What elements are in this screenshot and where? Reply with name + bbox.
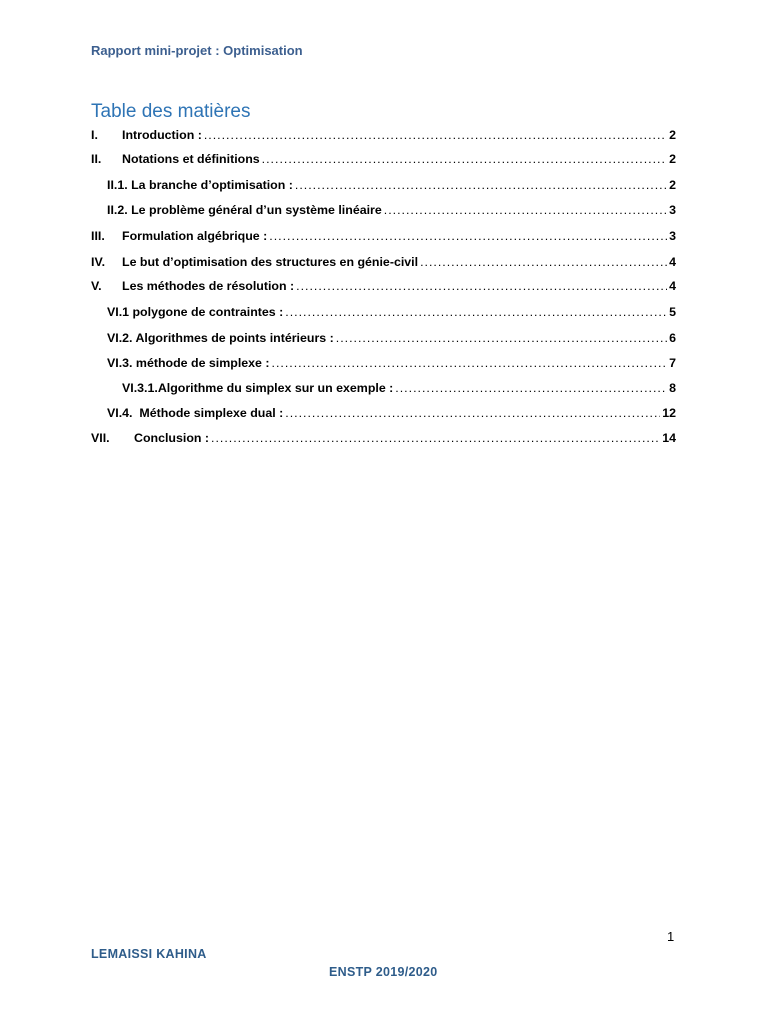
toc-entry-label: II.1. La branche d’optimisation : [107, 178, 293, 192]
toc-dot-leader [285, 406, 660, 420]
toc-dot-leader [295, 178, 667, 192]
toc-dot-leader [420, 255, 667, 269]
toc-entry-page: 5 [669, 305, 676, 319]
footer-author: LEMAISSI KAHINA [91, 947, 207, 961]
toc-entry-page: 3 [669, 229, 676, 243]
toc-dot-leader [296, 279, 667, 293]
toc-entry-conclusion[interactable] [91, 431, 676, 451]
toc-entry-methodes-resolution[interactable] [91, 279, 676, 299]
toc-entry-page: 12 [662, 406, 676, 420]
toc-dot-leader [262, 152, 667, 166]
toc-entry-simplexe-dual[interactable] [107, 406, 676, 426]
toc-dot-leader [285, 305, 667, 319]
toc-dot-leader [272, 356, 668, 370]
page-number: 1 [667, 929, 675, 944]
toc-entry-formulation[interactable] [91, 229, 676, 249]
toc-entry-label: VI.2. Algorithmes de points intérieurs : [107, 331, 334, 345]
footer-institution: ENSTP 2019/2020 [329, 965, 438, 979]
toc-dot-leader [211, 431, 660, 445]
toc-entry-methode-simplexe[interactable] [107, 356, 676, 376]
toc-entry-page: 6 [669, 331, 676, 345]
toc-entry-page: 4 [669, 279, 676, 293]
toc-dot-leader [336, 331, 667, 345]
toc-entry-label: Notations et définitions [122, 152, 260, 166]
toc-dot-leader [384, 203, 667, 217]
toc-entry-branche-optimisation[interactable] [107, 178, 676, 198]
toc-entry-probleme-general[interactable] [107, 203, 676, 223]
toc-entry-number: II. [91, 152, 102, 166]
toc-entry-page: 14 [662, 431, 676, 445]
toc-entry-label: Introduction : [122, 128, 202, 142]
toc-entry-label: II.2. Le problème général d’un système linéaire [107, 203, 382, 217]
toc-entry-number: III. [91, 229, 105, 243]
toc-entry-number: VII. [91, 431, 110, 445]
toc-entry-page: 3 [669, 203, 676, 217]
toc-entry-but-optimisation[interactable] [91, 255, 676, 275]
toc-entry-page: 4 [669, 255, 676, 269]
toc-entry-label: Les méthodes de résolution : [122, 279, 295, 293]
toc-entry-label: VI.3.1.Algorithme du simplex sur un exemple : [122, 381, 394, 395]
toc-entry-notations[interactable] [91, 152, 676, 172]
toc-entry-page: 2 [669, 152, 676, 166]
toc-entry-page: 8 [669, 381, 676, 395]
toc-entry-introduction[interactable] [91, 128, 676, 148]
page-header: Rapport mini-projet : Optimisation [91, 43, 303, 58]
toc-entry-label: Conclusion : [134, 431, 210, 445]
toc-entry-label: VI.1 polygone de contraintes : [107, 305, 284, 319]
toc-entry-page: 2 [669, 128, 676, 142]
toc-entry-number: IV. [91, 255, 106, 269]
toc-entry-label: VI.3. méthode de simplexe : [107, 356, 270, 370]
toc-entry-page: 7 [669, 356, 676, 370]
toc-entry-number: I. [91, 128, 98, 142]
toc-entry-number: V. [91, 279, 102, 293]
toc-entry-polygone-contraintes[interactable] [107, 305, 676, 325]
toc-entry-points-interieurs[interactable] [107, 331, 676, 351]
toc-entry-label: VI.4. Méthode simplexe dual : [107, 406, 284, 420]
toc-title: Table des matières [91, 101, 251, 122]
toc-entry-label: Le but d’optimisation des structures en génie-civil [122, 255, 419, 269]
toc-dot-leader [269, 229, 667, 243]
toc-entry-page: 2 [669, 178, 676, 192]
toc-dot-leader [395, 381, 667, 395]
toc-dot-leader [204, 128, 667, 142]
toc-entry-algorithme-simplex-exemple[interactable] [122, 381, 676, 401]
toc-entry-label: Formulation algébrique : [122, 229, 268, 243]
